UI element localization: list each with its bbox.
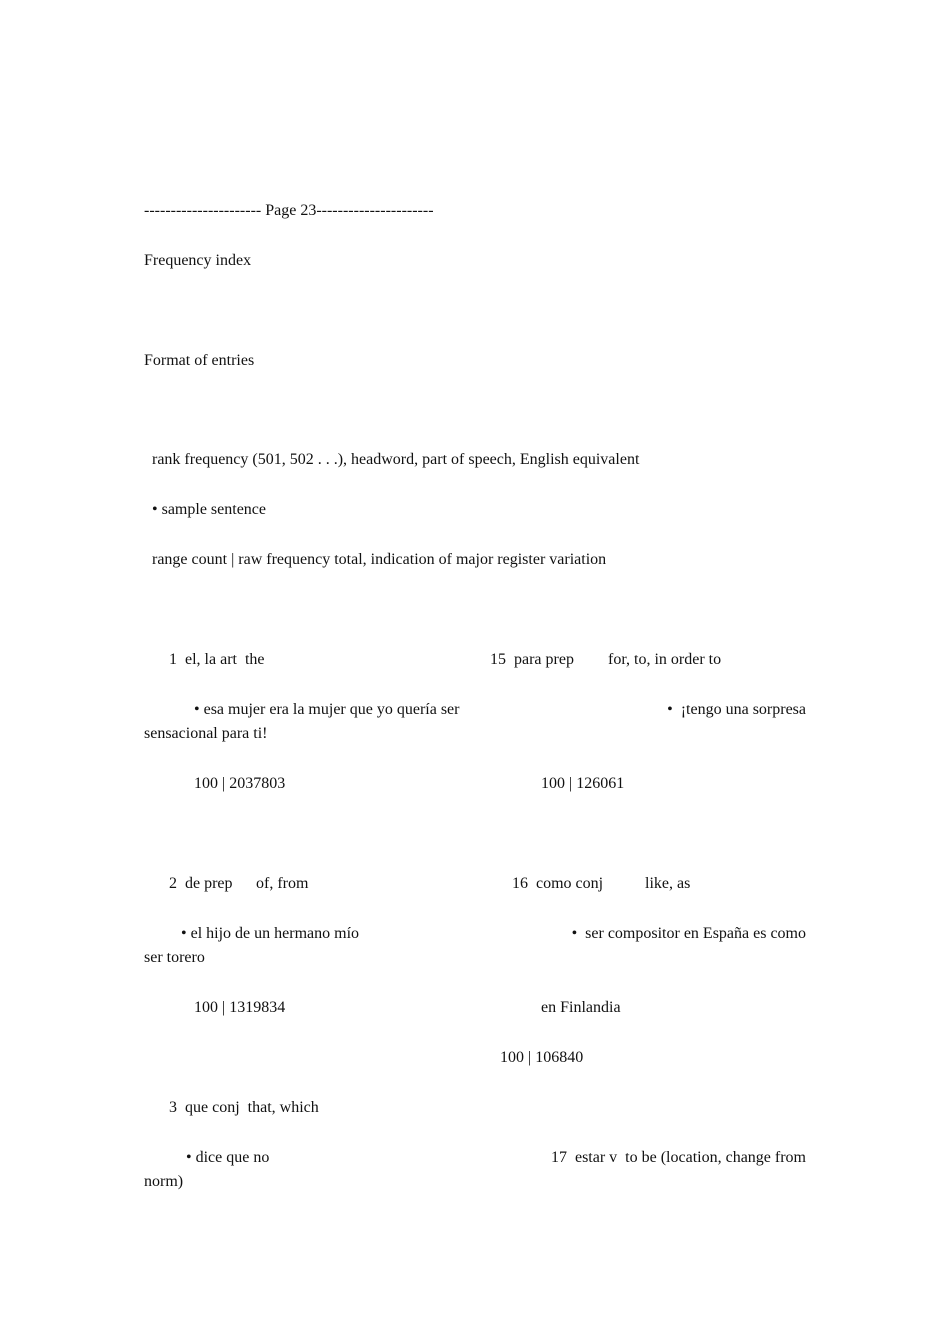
- entry-2-stats: 100 | 1319834: [194, 999, 286, 1016]
- entry-1-15-sample-line: [144, 700, 806, 720]
- format-heading: Format of entries: [144, 352, 255, 369]
- entry-3-sample: • dice que no: [186, 1149, 270, 1166]
- entry-16-sample-cont2: en Finlandia: [541, 999, 621, 1016]
- entry-3-17-line: [144, 1148, 806, 1168]
- entry-15-sample-cont: sensacional para ti!: [144, 725, 268, 742]
- entry-16-head: 16 como conj: [512, 875, 604, 892]
- entry-1-head: 1 el, la art the: [169, 651, 265, 668]
- entry-17-head-cont: norm): [144, 1173, 184, 1190]
- entry-16-stats: 100 | 106840: [500, 1049, 584, 1066]
- format-line-sample: • sample sentence: [152, 501, 266, 518]
- entry-15-stats: 100 | 126061: [541, 775, 625, 792]
- entry-2-sample: • el hijo de un hermano mío: [181, 925, 360, 942]
- entry-2-16-sample-line: [144, 924, 806, 944]
- entry-16-sample-cont: ser torero: [144, 949, 205, 966]
- format-line-headword: rank frequency (501, 502 . . .), headword, part of speech, English equivalent: [152, 451, 640, 468]
- entry-16-sample: • ser compositor en España es como: [571, 925, 806, 942]
- page-marker: ---------------------- Page 23----------------------: [144, 202, 434, 219]
- entry-1-stats: 100 | 2037803: [194, 775, 286, 792]
- entry-15-head: 15 para prep: [490, 651, 574, 668]
- entry-2-gloss: of, from: [256, 875, 309, 892]
- entry-15-sample: • ¡tengo una sorpresa: [667, 701, 806, 718]
- entry-15-gloss: for, to, in order to: [608, 651, 722, 668]
- entry-3-head: 3 que conj that, which: [169, 1099, 319, 1116]
- entry-17-head: 17 estar v to be (location, change from: [550, 1149, 806, 1166]
- entry-16-gloss: like, as: [645, 875, 691, 892]
- entry-1-sample: • esa mujer era la mujer que yo quería ser: [194, 701, 460, 718]
- section-title: Frequency index: [144, 252, 252, 269]
- entry-2-head: 2 de prep: [169, 875, 233, 892]
- format-line-range: range count | raw frequency total, indication of major register variation: [152, 551, 607, 568]
